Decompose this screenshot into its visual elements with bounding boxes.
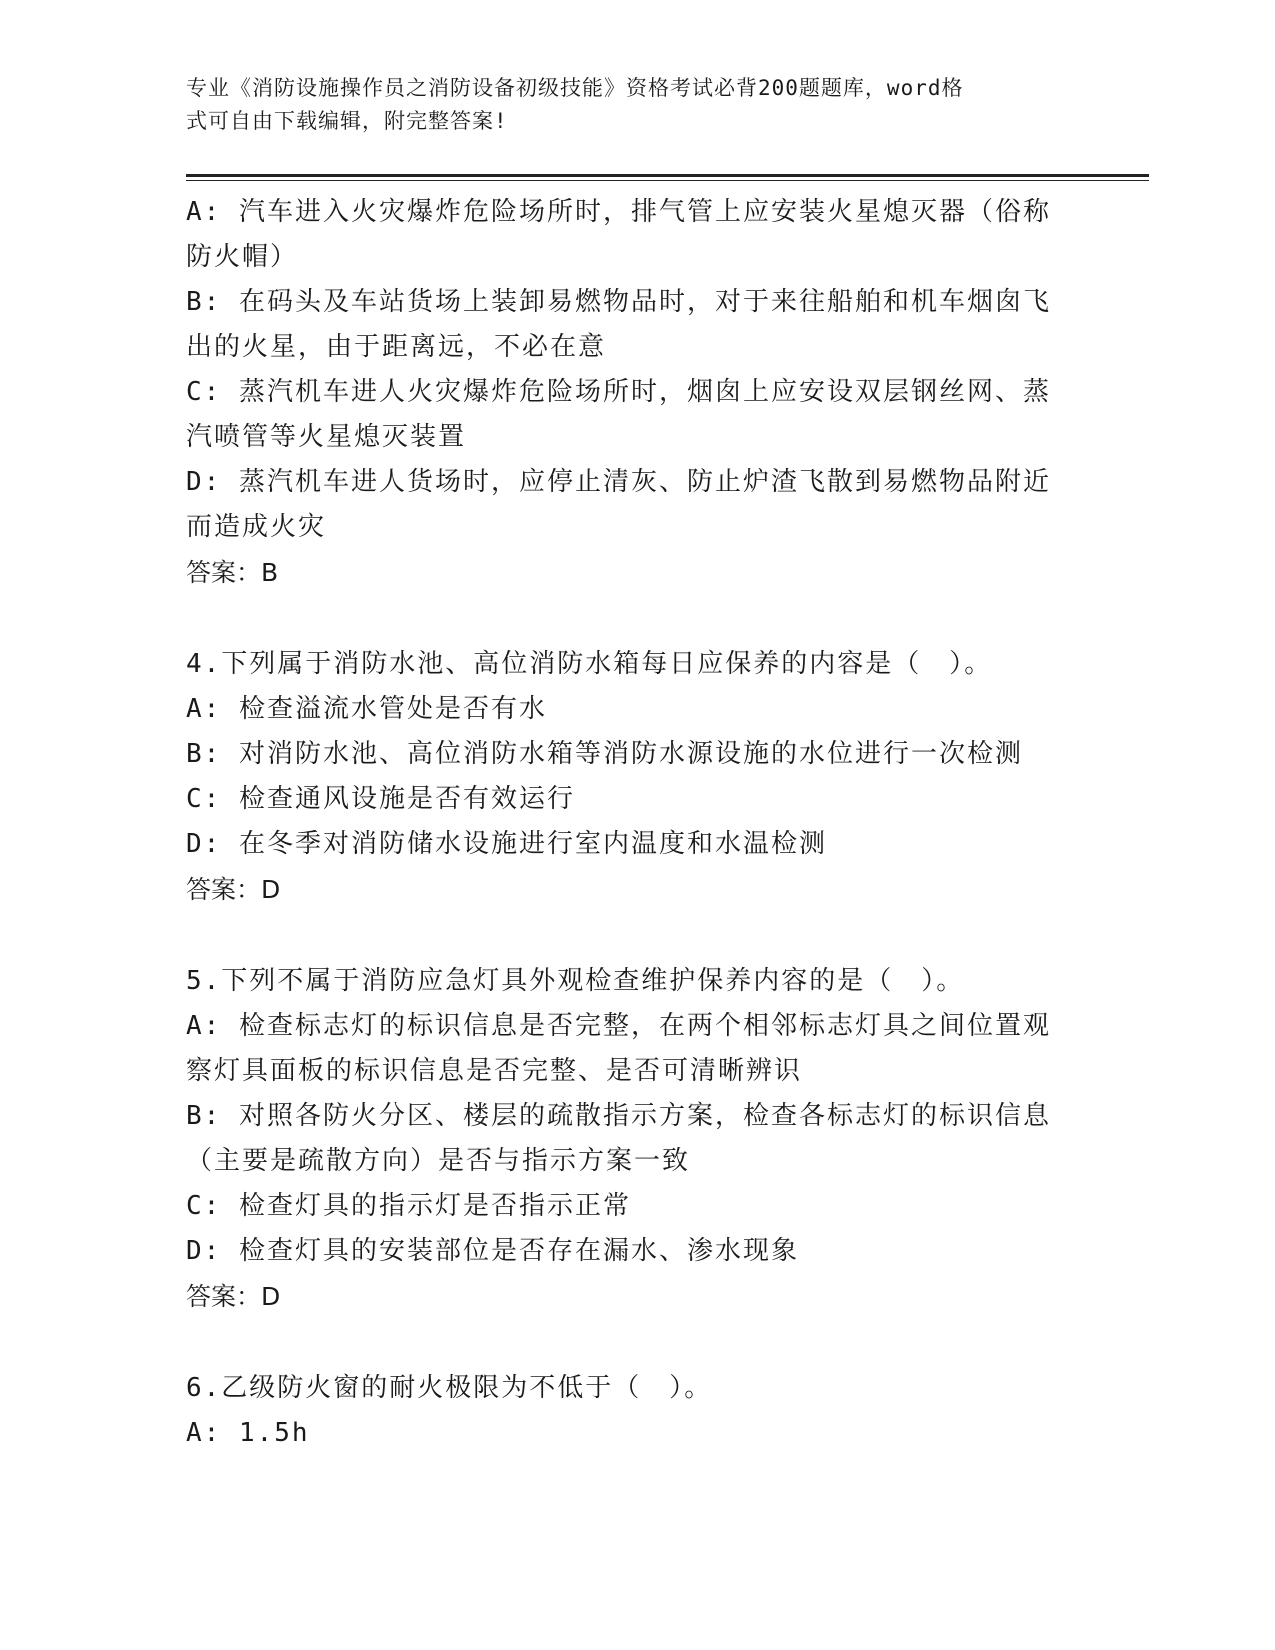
q3-option-a-line-1: A: 汽车进入火灾爆炸危险场所时，排气管上应安装火星熄灭器（俗称: [186, 197, 1051, 227]
q5-option-a-line-1: A: 检查标志灯的标识信息是否完整，在两个相邻标志灯具之间位置观: [186, 1011, 1051, 1041]
q5-answer: 答案：D: [186, 1282, 281, 1311]
q5-option-b-line-1: B: 对照各防火分区、楼层的疏散指示方案，检查各标志灯的标识信息: [186, 1101, 1051, 1131]
q6-option-a: A: 1.5h: [186, 1418, 310, 1448]
q3-option-a-line-2: 防火帽）: [186, 242, 299, 272]
q4-option-a: A: 检查溢流水管处是否有水: [186, 694, 547, 724]
q3-option-d-line-2: 而造成火灾: [186, 512, 327, 542]
q5-question: 5.下列不属于消防应急灯具外观检查维护保养内容的是（ ）。: [186, 966, 965, 996]
q4-question: 4.下列属于消防水池、高位消防水箱每日应保养的内容是（ ）。: [186, 649, 993, 679]
q4-option-c: C: 检查通风设施是否有效运行: [186, 784, 575, 814]
spacer: [186, 1319, 1066, 1366]
question-content: [186, 190, 1066, 1456]
q3-option-d-line-1: D: 蒸汽机车进人货场时，应停止清灰、防止炉渣飞散到易燃物品附近: [186, 467, 1051, 497]
header-divider-thin: [186, 180, 1149, 181]
q6-question: 6.乙级防火窗的耐火极限为不低于（ ）。: [186, 1373, 713, 1403]
q5-option-c: C: 检查灯具的指示灯是否指示正常: [186, 1191, 631, 1221]
q3-option-c-line-1: C: 蒸汽机车进人火灾爆炸危险场所时，烟囱上应安设双层钢丝网、蒸: [186, 377, 1051, 407]
q5-option-a-line-2: 察灯具面板的标识信息是否完整、是否可清晰辨识: [186, 1056, 803, 1086]
question-5-block: [186, 959, 1066, 1319]
q4-option-b: B: 对消防水池、高位消防水箱等消防水源设施的水位进行一次检测: [186, 739, 1023, 769]
spacer: [186, 912, 1066, 959]
q5-option-b-line-2: （主要是疏散方向）是否与指示方案一致: [186, 1146, 691, 1176]
q3-option-c-line-2: 汽喷管等火星熄灭装置: [186, 422, 467, 452]
header-line-1: 专业《消防设施操作员之消防设备初级技能》资格考试必背200题题库，word格: [186, 76, 964, 100]
q3-option-b-line-1: B: 在码头及车站货场上装卸易燃物品时，对于来往船舶和机车烟囱飞: [186, 287, 1051, 317]
document-header: [186, 72, 1066, 138]
q3-option-b-line-2: 出的火星，由于距离远，不必在意: [186, 332, 607, 362]
header-divider-thick: [186, 174, 1149, 177]
q4-option-d: D: 在冬季对消防储水设施进行室内温度和水温检测: [186, 829, 827, 859]
q3-answer: 答案：B: [186, 558, 279, 587]
q4-answer: 答案：D: [186, 875, 281, 904]
question-6-block: [186, 1366, 1066, 1456]
q5-option-d: D: 检查灯具的安装部位是否存在漏水、渗水现象: [186, 1236, 799, 1266]
question-4-block: [186, 642, 1066, 912]
spacer: [186, 595, 1066, 642]
header-line-2: 式可自由下载编辑，附完整答案!: [186, 109, 508, 133]
question-3-block: [186, 190, 1066, 595]
